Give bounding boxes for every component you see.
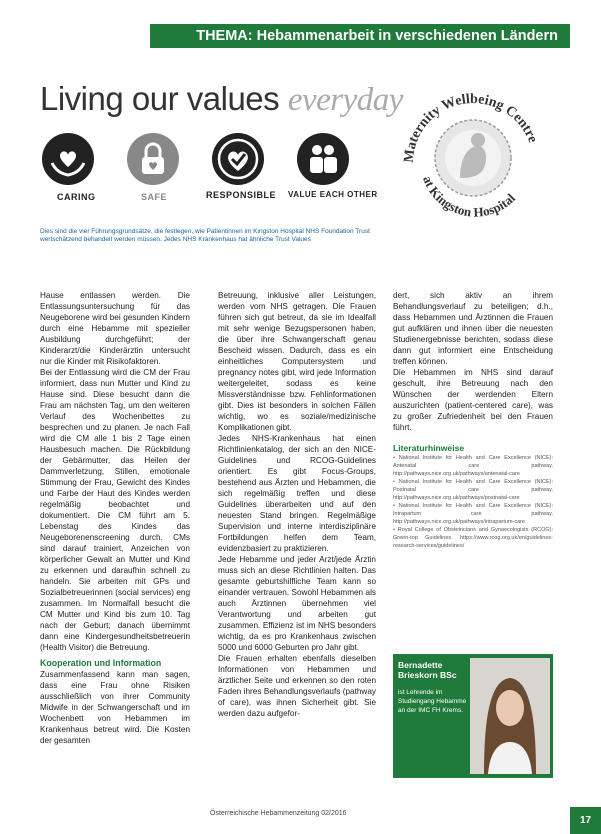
column-1 <box>40 290 190 746</box>
value-label-responsible: RESPONSIBLE <box>206 190 277 200</box>
literature-item: • National Institute for Health and Care Excellence (NICE): Postnatal care pathway. http://pathways.nice.org.uk/pathways/postnatal-care <box>393 479 553 501</box>
paragraph: Zusammenfassend kann man sagen, dass eine Frau ohne Risiken ausschließlich von ihrer Community Midwife in der Schwangerschaft und im Wochenbett von Hebammen im Krankenhaus betreut wird. Die Kosten der gesamten <box>40 670 190 745</box>
subheading: Kooperation und Information <box>40 658 162 668</box>
value-label-safe: SAFE <box>141 192 168 202</box>
padlock-heart-icon <box>127 133 179 185</box>
author-name: Bernadette Brieskorn BSc <box>398 660 457 680</box>
footer-journal: Österreichische Hebammenzeitung 02/2016 <box>210 810 347 817</box>
paragraph: Die Hebammen im NHS sind darauf geschult, ihre Betreuung nach den Wünschen der werdenden Eltern auszurichten (patient-centered care), was zu großer Zufriedenheit bei den Frauen führt. <box>393 368 553 432</box>
column-3 <box>393 290 553 550</box>
value-label-value-each-other: VALUE EACH OTHER <box>288 190 378 199</box>
logo-arc-top: Maternity Wellbeing Centre <box>401 91 541 164</box>
headline-accent: everyday <box>287 82 403 118</box>
page-number: 17 <box>570 807 601 834</box>
literature-heading: Literaturhinweise <box>393 443 465 453</box>
image-caption: Dies sind die vier Führungsgrundsätze, die festlegen, wie Patientinnen im Kingston Hospital NHS Foundation Trust wertschätzend behandelt werden müssen. Jedes NHS Krankenhaus hat ähnliche Trust Values <box>40 228 370 243</box>
literature-item: • Royal College of Obstetricians and Gynaecologists (RCOG): Green-top Guidelines. https://www.rcog.org.uk/en/guidelines-research-services/guidelines/ <box>393 527 553 549</box>
literature-item: • National Institute for Health and Care Excellence (NICE): Antenatal care pathway. http://pathways.nice.org.uk/pathways/antenatal-care <box>393 455 553 477</box>
values-headline <box>40 80 403 119</box>
heart-check-icon <box>212 133 264 185</box>
paragraph: Betreuung, inklusive aller Leistungen, werden vom NHS getragen. Die Frauen führen sich gut betreut, da sie im Idealfall mit sehr wenige Bezugspersonen haben, die über ihre Schwangerschaft genau Bescheid wissen. Dadurch, dass es ein einheitliches Computersystem und pregnancy notes gibt, wird jede Information weitergeleitet, sodass es keine Missverständnisse bzw. Fehlinformationen gibt. Dies ist besonders in solchen Fällen wichtig, wo es soziale/medizinische Komplikationen gibt. <box>218 291 376 432</box>
paragraph: Die Frauen erhalten ebenfalls dieselben Informationen von Hebammen und ärztlicher Seite und erkennen so den roten Faden ihres Behandlungsverlaufs (pathway of care), was ihnen Sicherheit gibt. Sie werden dazu aufgefor- <box>218 654 376 718</box>
section-header: THEMA: Hebammenarbeit in verschiedenen Ländern <box>150 24 570 48</box>
logo-arc-bottom: at Kingston Hospital <box>420 173 519 220</box>
maternity-centre-logo <box>388 68 558 238</box>
literature-item: • National Institute for Health and Care Excellence (NICE): Intrapartum care pathway. http://pathways.nice.org.uk/pathways/intrapartum-care <box>393 503 553 525</box>
headline-main: Living our values <box>40 80 280 117</box>
hands-heart-icon <box>42 133 94 185</box>
paragraph: Bei der Entlassung wird die CM der Frau informiert, dass nun Mutter und Kind zu Hause sind. Diese besucht dann die Frau am nächsten Tag, um den weiteren Verlauf des Wochenbettes zu besprechen und zu planen. Je nach Fall wird die CM alle 1 bis 2 Tage einen Hausbesuch machen. Die Rückbildung der Gebärmutter, das Heilen der Dammverletzung, Stillen, emotionale Stimmung der Frau, Gewicht des Kindes und Farbe der Haut des Kindes werden regelmäßig beobachtet und dokumentiert. Die CM führt am 5. Lebenstag des Kindes das Neugeborenenscreening durch. CMs sind darauf trainiert, Anzeichen von körperlicher Gewalt an Mutter und Kind zu erkennen und daraufhin schnell zu handeln. Sie arbeiten mit GPs und Sozialbetreuerinnen (social services) eng zusammen. Im Normalfall besucht die CM Mutter und Kind bis zum 10. Tag nach der Geburt; danach übernimmt dann eine Kindergesundheitsbetreuerin (Health Visitor) die Betreuung. <box>40 368 190 652</box>
paragraph: Hause entlassen werden. Die Entlassungsuntersuchung für das Neugeborene wird bei gesunden Kindern durch eine Hebamme mit spezieller Ausbildung durchgeführt; der Kinderarzt/die Kinderärztin untersucht nur die Kinder mit Risikofaktoren. <box>40 291 190 366</box>
author-bio: ist Lehrende im Studiengang Hebamme an der IMC FH Krems. <box>398 689 467 714</box>
column-2 <box>218 290 376 719</box>
people-icon <box>297 133 349 185</box>
paragraph: Jede Hebamme und jeder Arzt/jede Ärztin muss sich an diese Richtlinien halten. Das gesamte geburtshilfliche Team kann so einander vertrauen. Sowohl Hebammen als auch Ärztinnen übernehmen viel Verantwortung und arbeiten gut zusammen. Effizienz ist im NHS besonders wichtig, da es pro Krankenhaus zwischen 5000 und 6000 Geburten pro Jahr gibt. <box>218 555 376 652</box>
paragraph: dert, sich aktiv an ihrem Behandlungsverlauf zu beteiligen; d.h., dass Hebammen und Ärztinnen die Frauen gut aufklären und ihnen über die neuesten Studienergebnisse berichten, sodass diese dann gut informiert eine Entscheidung treffen können. <box>393 291 553 366</box>
paragraph: Jedes NHS-Krankenhaus hat einen Richtlinienkatalog, der sich an den NICE-Guidelines und RCOG-Guidelines orientiert. Es gibt Focus-Groups, bestehend aus Ärzten und Hebammen, die sich regelmäßig treffen und diese Guidelines überarbeiten und auf den neuesten Stand bringen. Regelmäßige Supervision und interne interdisziplinäre Fortbildungen helfen dem Team, evidenzbasiert zu praktizieren. <box>218 434 376 553</box>
value-label-caring: CARING <box>57 192 96 202</box>
author-photo <box>470 658 550 774</box>
